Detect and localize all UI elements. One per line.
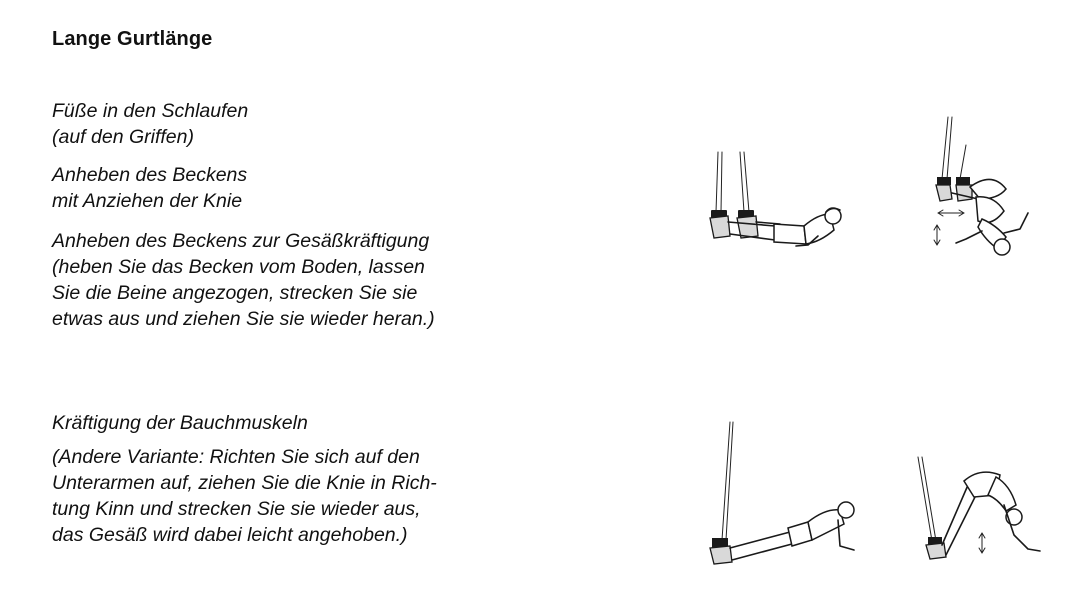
instruction-feet-in-loops	[52, 98, 248, 150]
text-line: tung Kinn und strecken Sie sie wieder aus,	[52, 498, 421, 520]
illustration-pike-raised-hips	[910, 455, 1050, 575]
illustration-pelvis-raised	[920, 115, 1040, 265]
text-line: das Gesäß wird dabei leicht angehoben.)	[52, 524, 408, 546]
text-line: (heben Sie das Becken vom Boden, lassen	[52, 256, 425, 278]
section-title: Lange Gurtlänge	[52, 28, 213, 50]
text-line: Unterarmen auf, ziehen Sie die Knie in Rich-	[52, 472, 437, 494]
text-line: etwas aus und ziehen Sie sie wieder heran.)	[52, 308, 435, 330]
text-line: (Andere Variante: Richten Sie sich auf den	[52, 446, 420, 468]
text-line: Füße in den Schlaufen	[52, 100, 249, 122]
text-line: (auf den Griffen)	[52, 126, 194, 148]
text-line: Anheben des Beckens zur Gesäßkräftigung	[52, 230, 430, 252]
text-line: mit Anziehen der Knie	[52, 190, 243, 212]
text-line: Anheben des Beckens	[52, 164, 248, 186]
illustration-plank-feet-in-straps	[700, 420, 865, 570]
illustration-supine-feet-in-straps	[700, 150, 850, 250]
instruction-glute-strengthening	[52, 228, 435, 332]
instruction-raise-pelvis-knees	[52, 162, 247, 214]
exercise-abs-description	[52, 444, 437, 548]
exercise-abs-heading: Kräftigung der Bauchmuskeln	[52, 412, 308, 434]
text-line: Sie die Beine angezogen, strecken Sie sie	[52, 282, 418, 304]
